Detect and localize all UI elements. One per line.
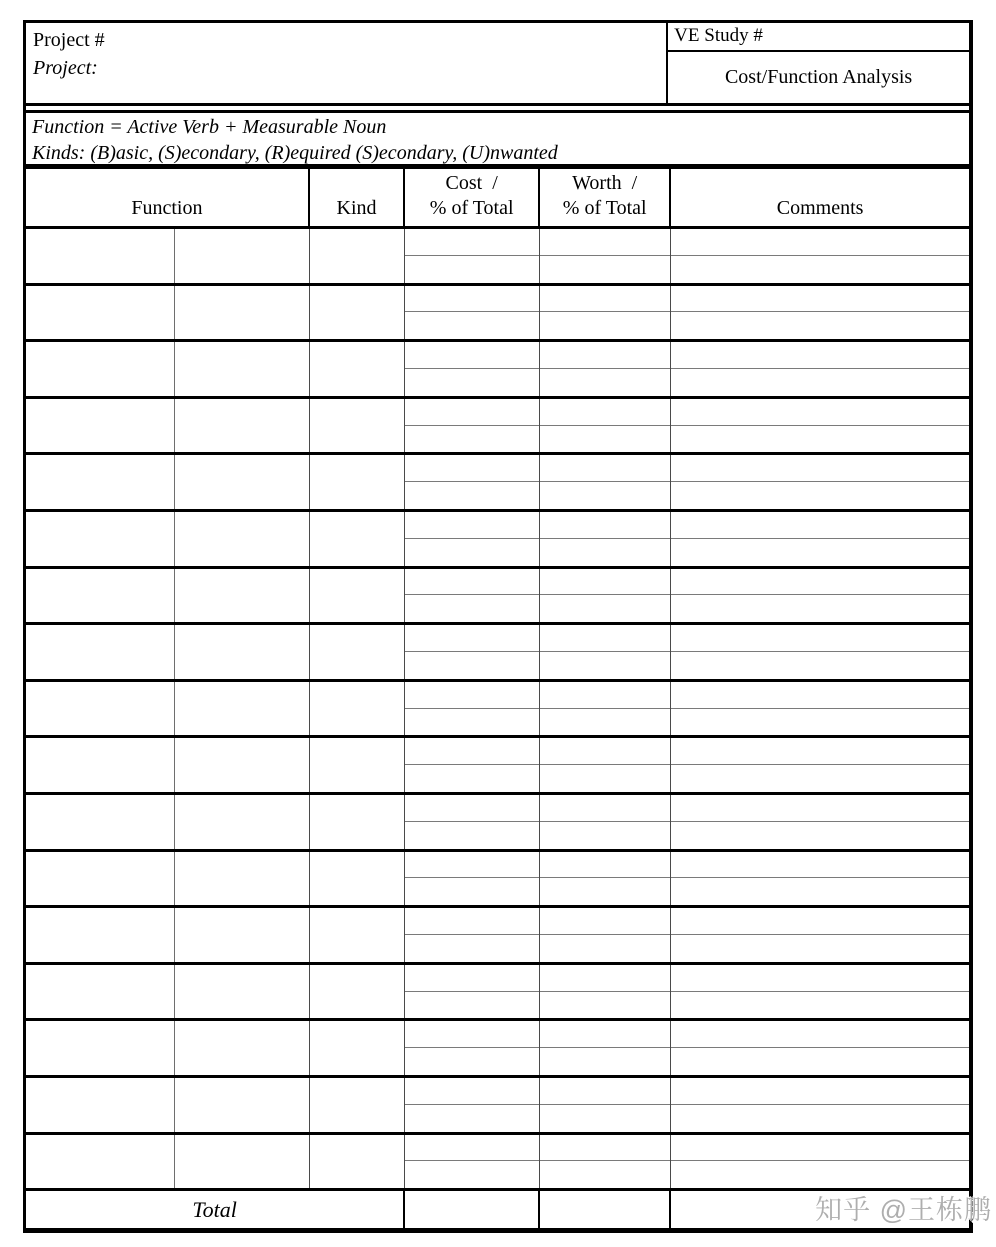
function-cell-right bbox=[175, 1021, 310, 1075]
comments-cell bbox=[671, 569, 969, 623]
worth-cell-bottom bbox=[540, 709, 670, 736]
table-row bbox=[26, 1135, 969, 1192]
comments-cell-top bbox=[671, 852, 969, 879]
worth-cell-bottom bbox=[540, 992, 670, 1019]
cost-cell-bottom bbox=[405, 482, 539, 509]
function-cell-left bbox=[26, 512, 175, 566]
cost-cell-top bbox=[405, 795, 539, 822]
function-cell-left bbox=[26, 229, 175, 283]
table-row bbox=[26, 908, 969, 965]
project-info-cell bbox=[26, 23, 668, 103]
comments-cell-bottom bbox=[671, 935, 969, 962]
comments-cell bbox=[671, 908, 969, 962]
function-cell-right bbox=[175, 342, 310, 396]
worth-cell bbox=[540, 625, 671, 679]
worth-cell bbox=[540, 682, 671, 736]
table-row bbox=[26, 1078, 969, 1135]
comments-cell-top bbox=[671, 342, 969, 369]
comments-cell-bottom bbox=[671, 992, 969, 1019]
comments-cell-top bbox=[671, 286, 969, 313]
worth-cell bbox=[540, 1078, 671, 1132]
function-cell-left bbox=[26, 569, 175, 623]
cost-cell-top bbox=[405, 965, 539, 992]
kind-cell bbox=[310, 795, 405, 849]
kind-cell bbox=[310, 455, 405, 509]
comments-cell bbox=[671, 1078, 969, 1132]
cost-header-line2: % of Total bbox=[429, 197, 514, 219]
cost-cell bbox=[405, 569, 540, 623]
function-cell-left bbox=[26, 625, 175, 679]
cost-cell-bottom bbox=[405, 992, 539, 1019]
table-row bbox=[26, 342, 969, 399]
worth-cell-top bbox=[540, 229, 670, 256]
cost-cell bbox=[405, 512, 540, 566]
function-cell-left bbox=[26, 852, 175, 906]
total-worth-cell bbox=[540, 1191, 671, 1228]
function-cell-right bbox=[175, 286, 310, 340]
table-row bbox=[26, 512, 969, 569]
table-row bbox=[26, 682, 969, 739]
column-header-kind bbox=[310, 169, 405, 226]
table-row bbox=[26, 399, 969, 456]
worth-cell-top bbox=[540, 342, 670, 369]
comments-cell-bottom bbox=[671, 482, 969, 509]
cost-cell bbox=[405, 455, 540, 509]
worth-cell-top bbox=[540, 569, 670, 596]
worth-cell-bottom bbox=[540, 652, 670, 679]
comments-cell-top bbox=[671, 512, 969, 539]
comments-cell-top bbox=[671, 1078, 969, 1105]
kind-cell bbox=[310, 738, 405, 792]
comments-cell bbox=[671, 286, 969, 340]
column-header-function bbox=[26, 169, 310, 226]
function-cell-right bbox=[175, 455, 310, 509]
comments-cell bbox=[671, 682, 969, 736]
worth-cell-top bbox=[540, 286, 670, 313]
worth-cell-bottom bbox=[540, 878, 670, 905]
table-row bbox=[26, 852, 969, 909]
comments-cell bbox=[671, 229, 969, 283]
worth-cell bbox=[540, 1135, 671, 1189]
cost-cell-bottom bbox=[405, 652, 539, 679]
column-header-comments bbox=[671, 169, 969, 226]
comments-cell bbox=[671, 795, 969, 849]
table-row bbox=[26, 455, 969, 512]
worth-cell-top bbox=[540, 1135, 670, 1162]
comments-cell-bottom bbox=[671, 878, 969, 905]
kind-cell bbox=[310, 286, 405, 340]
cost-cell bbox=[405, 965, 540, 1019]
function-cell-right bbox=[175, 738, 310, 792]
comments-cell-bottom bbox=[671, 426, 969, 453]
total-cost-cell bbox=[405, 1191, 540, 1228]
cost-cell-bottom bbox=[405, 426, 539, 453]
cost-cell bbox=[405, 286, 540, 340]
cost-cell bbox=[405, 908, 540, 962]
worth-cell bbox=[540, 286, 671, 340]
cost-cell-top bbox=[405, 455, 539, 482]
worth-cell-bottom bbox=[540, 1048, 670, 1075]
worth-cell bbox=[540, 342, 671, 396]
function-cell-left bbox=[26, 455, 175, 509]
form-header-band bbox=[26, 23, 969, 103]
comments-cell bbox=[671, 455, 969, 509]
kind-cell bbox=[310, 682, 405, 736]
cost-cell-top bbox=[405, 342, 539, 369]
comments-cell-top bbox=[671, 399, 969, 426]
cost-cell-bottom bbox=[405, 595, 539, 622]
worth-cell-top bbox=[540, 399, 670, 426]
comments-cell bbox=[671, 399, 969, 453]
ve-study-section bbox=[668, 23, 969, 103]
cost-cell bbox=[405, 852, 540, 906]
comments-cell bbox=[671, 738, 969, 792]
worth-cell-bottom bbox=[540, 312, 670, 339]
cost-cell-bottom bbox=[405, 765, 539, 792]
cost-cell bbox=[405, 342, 540, 396]
function-cell-right bbox=[175, 399, 310, 453]
cost-cell-top bbox=[405, 569, 539, 596]
worth-cell bbox=[540, 908, 671, 962]
function-cell-right bbox=[175, 625, 310, 679]
function-cell-right bbox=[175, 512, 310, 566]
comments-cell-top bbox=[671, 625, 969, 652]
kind-cell bbox=[310, 512, 405, 566]
zhihu-watermark: 知乎 @王栋鹏 bbox=[815, 1195, 992, 1225]
cost-cell-bottom bbox=[405, 312, 539, 339]
comments-cell-top bbox=[671, 569, 969, 596]
double-rule-divider bbox=[26, 103, 969, 113]
kind-cell bbox=[310, 852, 405, 906]
project-name-label: Project: bbox=[33, 57, 98, 79]
table-row bbox=[26, 229, 969, 286]
comments-cell-top bbox=[671, 1021, 969, 1048]
cost-cell-top bbox=[405, 852, 539, 879]
form-title: Cost/Function Analysis bbox=[724, 66, 913, 88]
kind-cell bbox=[310, 1021, 405, 1075]
cost-cell-bottom bbox=[405, 709, 539, 736]
function-cell-right bbox=[175, 569, 310, 623]
cost-cell-bottom bbox=[405, 1048, 539, 1075]
column-header-row bbox=[26, 169, 969, 229]
column-header-cost bbox=[405, 169, 540, 226]
kind-header-label: Kind bbox=[336, 197, 377, 219]
cost-cell-top bbox=[405, 1078, 539, 1105]
comments-cell-bottom bbox=[671, 369, 969, 396]
comments-cell-top bbox=[671, 455, 969, 482]
comments-cell-bottom bbox=[671, 765, 969, 792]
cost-cell-top bbox=[405, 399, 539, 426]
comments-cell-bottom bbox=[671, 1105, 969, 1132]
instructions-band bbox=[26, 113, 969, 169]
cost-cell-top bbox=[405, 625, 539, 652]
worth-cell bbox=[540, 229, 671, 283]
table-body bbox=[26, 229, 969, 1191]
worth-cell-top bbox=[540, 1078, 670, 1105]
function-cell-left bbox=[26, 1021, 175, 1075]
cost-cell bbox=[405, 399, 540, 453]
worth-cell-top bbox=[540, 852, 670, 879]
cost-cell bbox=[405, 738, 540, 792]
cost-cell-top bbox=[405, 1021, 539, 1048]
worth-cell bbox=[540, 399, 671, 453]
function-cell-left bbox=[26, 795, 175, 849]
worth-header-line1: Worth / bbox=[572, 172, 638, 194]
cost-cell-top bbox=[405, 738, 539, 765]
cost-cell-top bbox=[405, 512, 539, 539]
cost-cell-bottom bbox=[405, 256, 539, 283]
kind-cell bbox=[310, 1078, 405, 1132]
comments-cell bbox=[671, 1021, 969, 1075]
worth-cell-bottom bbox=[540, 822, 670, 849]
function-cell-left bbox=[26, 1078, 175, 1132]
ve-study-number-label: VE Study # bbox=[668, 23, 969, 52]
cost-cell-bottom bbox=[405, 935, 539, 962]
worth-cell-top bbox=[540, 738, 670, 765]
worth-cell-top bbox=[540, 1021, 670, 1048]
worth-cell-bottom bbox=[540, 1161, 670, 1188]
kind-cell bbox=[310, 625, 405, 679]
function-cell-left bbox=[26, 908, 175, 962]
table-row bbox=[26, 286, 969, 343]
worth-cell-bottom bbox=[540, 1105, 670, 1132]
total-comments-cell bbox=[671, 1191, 969, 1228]
worth-cell-bottom bbox=[540, 595, 670, 622]
cost-header-line1: Cost / bbox=[445, 172, 498, 194]
comments-cell-top bbox=[671, 795, 969, 822]
table-row bbox=[26, 965, 969, 1022]
worth-cell bbox=[540, 569, 671, 623]
table-row bbox=[26, 738, 969, 795]
comments-cell-bottom bbox=[671, 709, 969, 736]
cost-cell-bottom bbox=[405, 539, 539, 566]
comments-cell bbox=[671, 625, 969, 679]
worth-cell bbox=[540, 455, 671, 509]
comments-cell bbox=[671, 512, 969, 566]
function-cell-left bbox=[26, 1135, 175, 1189]
function-cell-right bbox=[175, 682, 310, 736]
comments-cell-top bbox=[671, 965, 969, 992]
table-row bbox=[26, 625, 969, 682]
function-cell-right bbox=[175, 229, 310, 283]
cost-cell-top bbox=[405, 1135, 539, 1162]
cost-cell bbox=[405, 1021, 540, 1075]
project-number-label: Project # bbox=[33, 29, 105, 51]
cost-cell-bottom bbox=[405, 1161, 539, 1188]
instruction-line-kinds: Kinds: (B)asic, (S)econdary, (R)equired (S)econdary, (U)nwanted bbox=[32, 142, 558, 164]
worth-cell-bottom bbox=[540, 482, 670, 509]
comments-cell bbox=[671, 852, 969, 906]
cost-cell bbox=[405, 795, 540, 849]
comments-cell-top bbox=[671, 682, 969, 709]
function-cell-left bbox=[26, 738, 175, 792]
worth-cell-top bbox=[540, 455, 670, 482]
cost-cell bbox=[405, 1135, 540, 1189]
function-header-label: Function bbox=[131, 197, 203, 219]
table-row bbox=[26, 1021, 969, 1078]
kind-cell bbox=[310, 399, 405, 453]
table-row bbox=[26, 795, 969, 852]
comments-cell-top bbox=[671, 1135, 969, 1162]
function-cell-right bbox=[175, 908, 310, 962]
function-cell-right bbox=[175, 795, 310, 849]
cost-cell-bottom bbox=[405, 1105, 539, 1132]
column-header-worth bbox=[540, 169, 671, 226]
cost-cell-bottom bbox=[405, 369, 539, 396]
worth-cell-bottom bbox=[540, 539, 670, 566]
cost-cell bbox=[405, 229, 540, 283]
worth-cell-bottom bbox=[540, 426, 670, 453]
kind-cell bbox=[310, 342, 405, 396]
comments-cell-top bbox=[671, 229, 969, 256]
comments-cell-bottom bbox=[671, 256, 969, 283]
kind-cell bbox=[310, 569, 405, 623]
function-cell-left bbox=[26, 682, 175, 736]
comments-cell bbox=[671, 1135, 969, 1189]
comments-cell bbox=[671, 342, 969, 396]
worth-header-line2: % of Total bbox=[562, 197, 647, 219]
cost-cell-bottom bbox=[405, 822, 539, 849]
comments-cell-top bbox=[671, 738, 969, 765]
cost-cell-top bbox=[405, 908, 539, 935]
worth-cell-top bbox=[540, 682, 670, 709]
worth-cell-bottom bbox=[540, 935, 670, 962]
worth-cell-bottom bbox=[540, 765, 670, 792]
function-cell-left bbox=[26, 399, 175, 453]
function-cell-left bbox=[26, 286, 175, 340]
comments-cell-bottom bbox=[671, 822, 969, 849]
cost-cell-bottom bbox=[405, 878, 539, 905]
comments-cell-bottom bbox=[671, 312, 969, 339]
comments-cell-bottom bbox=[671, 539, 969, 566]
comments-cell-top bbox=[671, 908, 969, 935]
function-cell-right bbox=[175, 1135, 310, 1189]
comments-header-label: Comments bbox=[776, 197, 864, 219]
kind-cell bbox=[310, 965, 405, 1019]
function-cell-right bbox=[175, 1078, 310, 1132]
kind-cell bbox=[310, 1135, 405, 1189]
worth-cell-bottom bbox=[540, 256, 670, 283]
cost-cell bbox=[405, 625, 540, 679]
comments-cell-bottom bbox=[671, 1048, 969, 1075]
function-cell-left bbox=[26, 342, 175, 396]
kind-cell bbox=[310, 229, 405, 283]
cost-cell bbox=[405, 1078, 540, 1132]
worth-cell bbox=[540, 852, 671, 906]
worth-cell bbox=[540, 795, 671, 849]
cost-cell bbox=[405, 682, 540, 736]
worth-cell-top bbox=[540, 512, 670, 539]
function-cell-left bbox=[26, 965, 175, 1019]
worth-cell bbox=[540, 1021, 671, 1075]
comments-cell-bottom bbox=[671, 652, 969, 679]
comments-cell bbox=[671, 965, 969, 1019]
worth-cell bbox=[540, 965, 671, 1019]
comments-cell-bottom bbox=[671, 595, 969, 622]
cost-cell-top bbox=[405, 229, 539, 256]
function-cell-right bbox=[175, 965, 310, 1019]
kind-cell bbox=[310, 908, 405, 962]
total-row bbox=[26, 1191, 969, 1228]
comments-cell-bottom bbox=[671, 1161, 969, 1188]
worth-cell-top bbox=[540, 965, 670, 992]
cost-cell-top bbox=[405, 286, 539, 313]
function-cell-right bbox=[175, 852, 310, 906]
worth-cell bbox=[540, 738, 671, 792]
table-row bbox=[26, 569, 969, 626]
worth-cell-top bbox=[540, 795, 670, 822]
worth-cell bbox=[540, 512, 671, 566]
worth-cell-top bbox=[540, 908, 670, 935]
cost-cell-top bbox=[405, 682, 539, 709]
total-label: Total bbox=[26, 1191, 405, 1228]
worth-cell-top bbox=[540, 625, 670, 652]
instruction-line-function: Function = Active Verb + Measurable Noun bbox=[32, 116, 387, 138]
cost-function-analysis-form bbox=[23, 20, 973, 1233]
worth-cell-bottom bbox=[540, 369, 670, 396]
